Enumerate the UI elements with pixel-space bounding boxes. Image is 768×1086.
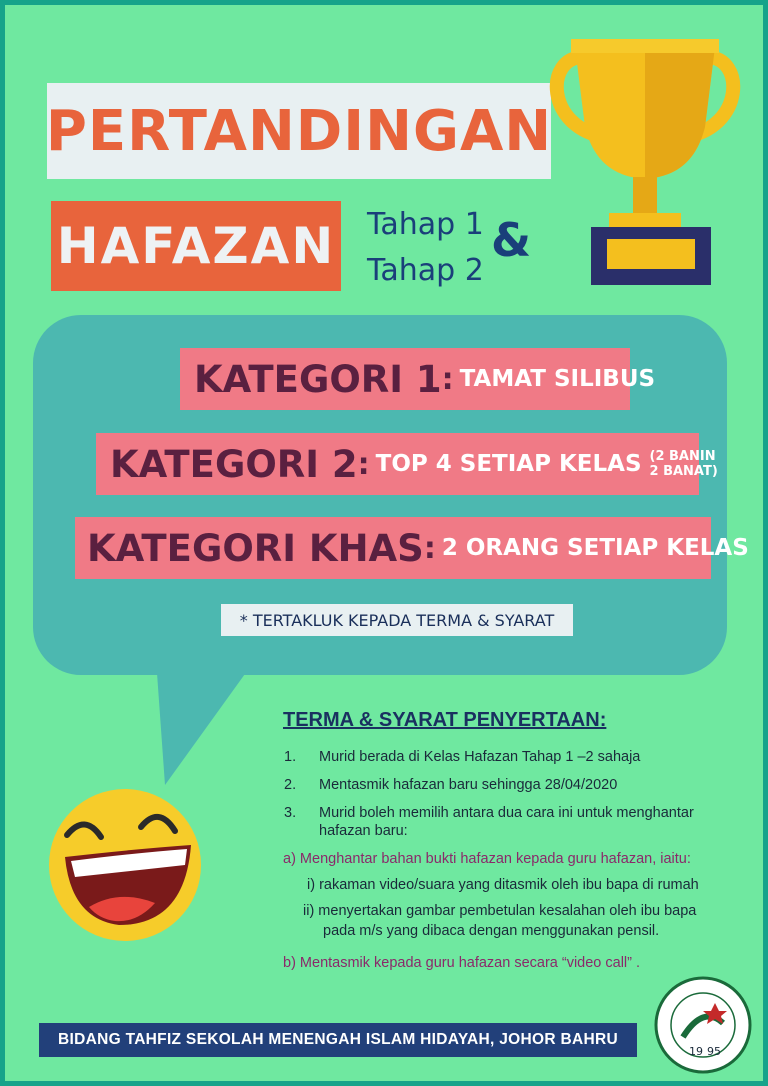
category-2-label: KATEGORI 2 — [110, 442, 358, 486]
level-2-label: Tahap 2 — [367, 253, 484, 288]
category-1: KATEGORI 1 : TAMAT SILIBUS — [180, 348, 630, 410]
term-3-cont: hafazan baru: — [319, 823, 408, 839]
option-a-i: i) rakaman video/suara yang ditasmik oleh ibu bapa di rumah — [307, 877, 699, 893]
option-a-ii: ii) menyertakan gambar pembetulan kesalahan oleh ibu bapa — [303, 903, 697, 919]
category-special-label: KATEGORI KHAS — [87, 526, 424, 570]
term-2: Mentasmik hafazan baru sehingga 28/04/2020 — [319, 777, 618, 793]
category-2-value: TOP 4 SETIAP KELAS — [375, 451, 642, 477]
title-line2: HAFAZAN — [51, 201, 341, 291]
category-1-value: TAMAT SILIBUS — [459, 366, 656, 392]
terms-title: TERMA & SYARAT PENYERTAAN: — [283, 709, 607, 731]
svg-text:95: 95 — [707, 1045, 721, 1058]
term-3: Murid boleh memilih antara dua cara ini untuk menghantar — [319, 805, 694, 821]
ampersand: & — [491, 213, 532, 267]
footer-banner: BIDANG TAHFIZ SEKOLAH MENENGAH ISLAM HIDAYAH, JOHOR BAHRU — [39, 1023, 637, 1057]
poster: PERTANDINGAN HAFAZAN Tahap 1 Tahap 2 & KATEGORI 1 : TAMAT SILIBUS KATEGORI 2 : TOP 4 SETIAP KELAS (2 BANIN 2 BANAT) KATEGORI KHAS : 2 ORANG SETIAP KELAS * TERTAKLUK KEPADA TERMA & SYARAT TERMA & SYARAT PENYERTAAN: 1. Murid berada di Kelas Hafazan Tahap 1 –2 sahaja 2. Mentasmik hafazan baru sehingga 28/04/2020 3. Murid boleh memilih antara dua cara ini untuk menghantar hafazan baru: a) Menghantar bahan bukti hafazan kepada guru hafazan, iaitu: i) rakaman video/suara yang ditasmik oleh ibu bapa di rumah ii) menyertakan gambar pembetulan kesalahan oleh ibu bapa pada m/s yang dibaca dengan menggunakan pensil. b) Mentasmik kepada guru hafazan secara “video call” . BIDANG TAHFIZ SEKOLAH MENENGAH ISLAM HIDAYAH, JOHOR BAHRU 19 95 — [0, 0, 768, 1086]
terms-note: * TERTAKLUK KEPADA TERMA & SYARAT — [221, 604, 573, 636]
category-special: KATEGORI KHAS : 2 ORANG SETIAP KELAS — [75, 517, 711, 579]
option-a: a) Menghantar bahan bukti hafazan kepada guru hafazan, iaitu: — [283, 851, 691, 867]
laughing-emoji-icon — [45, 785, 205, 945]
term-1: Murid berada di Kelas Hafazan Tahap 1 –2 sahaja — [319, 749, 641, 765]
title-line1: PERTANDINGAN — [47, 83, 551, 179]
svg-text:19: 19 — [689, 1045, 703, 1058]
option-a-ii-cont: pada m/s yang dibaca dengan menggunakan pensil. — [323, 923, 660, 939]
category-special-value: 2 ORANG SETIAP KELAS — [441, 535, 749, 561]
level-1-label: Tahap 1 — [367, 207, 484, 242]
school-logo — [653, 975, 753, 1075]
category-2: KATEGORI 2 : TOP 4 SETIAP KELAS (2 BANIN 2 BANAT) — [96, 433, 699, 495]
category-2-note: (2 BANIN 2 BANAT) — [649, 449, 718, 479]
category-1-label: KATEGORI 1 — [194, 357, 442, 401]
option-b: b) Mentasmik kepada guru hafazan secara “video call” . — [283, 955, 641, 971]
